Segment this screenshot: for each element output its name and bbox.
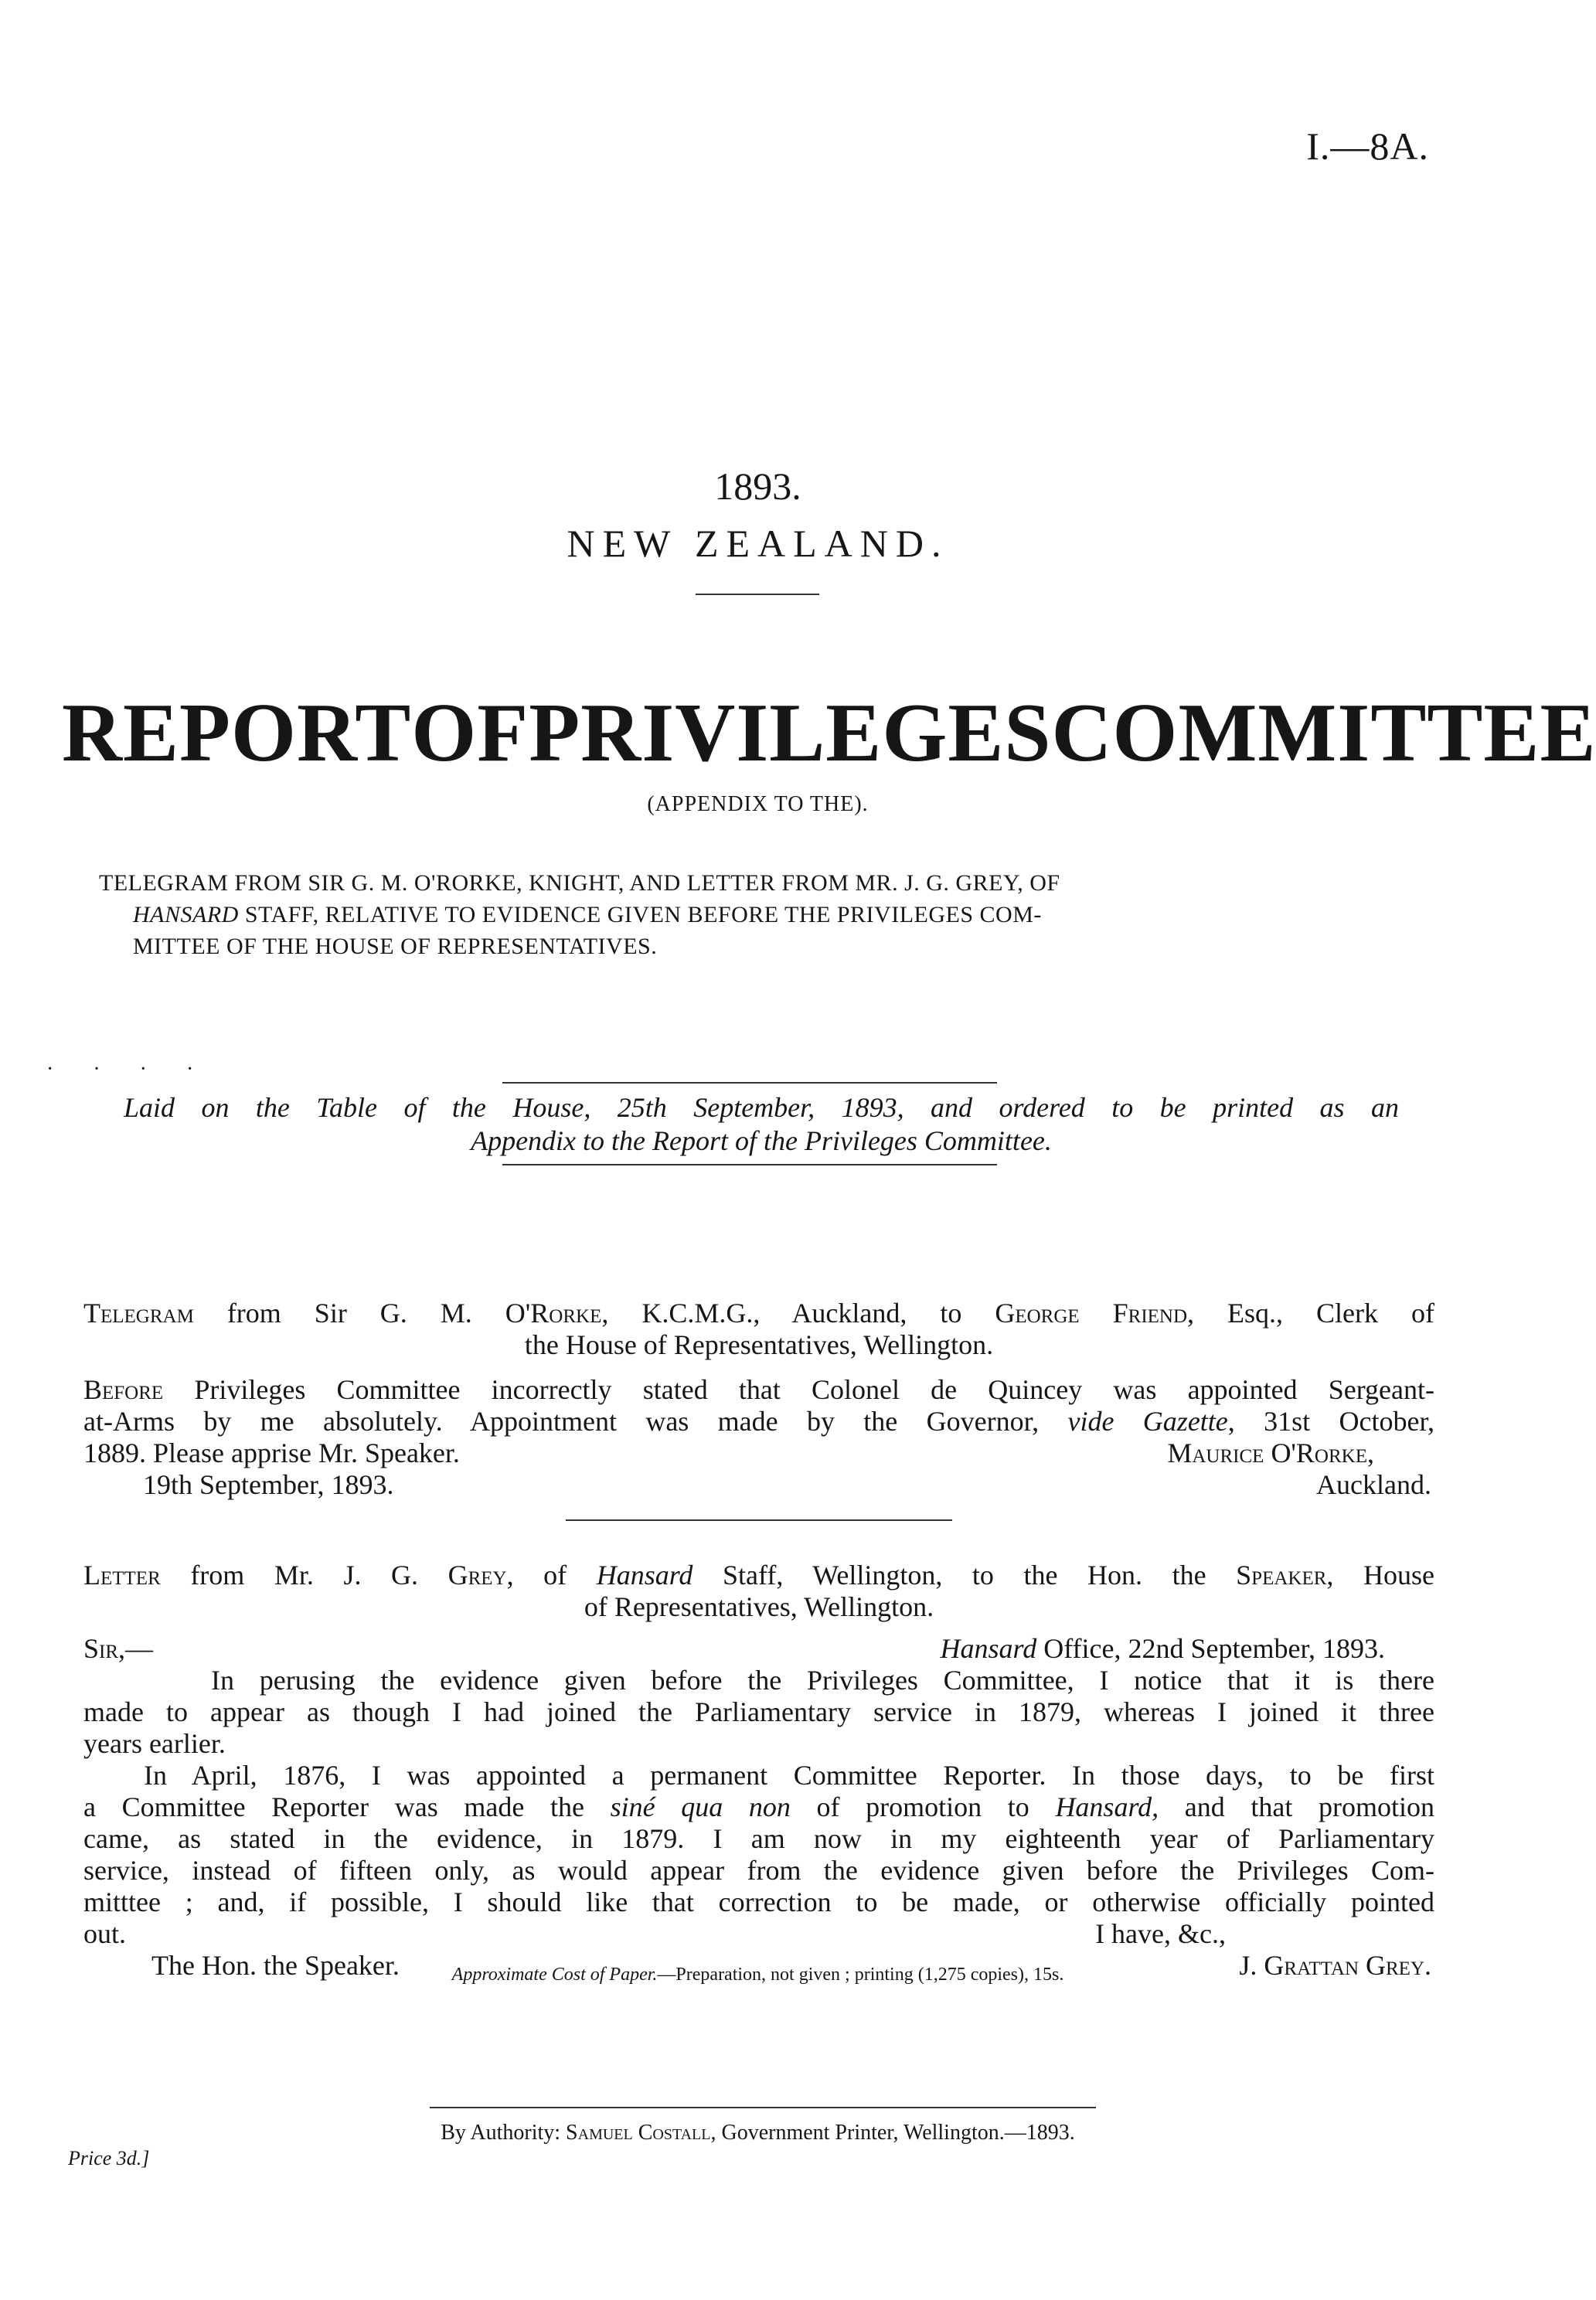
masthead-rule bbox=[696, 594, 819, 595]
letter-p2-line-3: came, as stated in the evidence, in 1879. I am now in my eighteenth year of Parliamentary bbox=[83, 1823, 1434, 1854]
description-line-1: TELEGRAM FROM SIR G. M. O'RORKE, KNIGHT, AND LETTER FROM MR. J. G. GREY, OF bbox=[99, 870, 1060, 896]
telegram-place: Auckland. bbox=[1316, 1469, 1431, 1500]
section-rule bbox=[566, 1519, 952, 1521]
telegram-heading-line-2: the House of Representatives, Wellington. bbox=[524, 1329, 994, 1360]
telegram-heading-line-1: Telegram from Sir G. M. O'Rorke, K.C.M.G., Auckland, to George Friend, Esq., Clerk of bbox=[83, 1298, 1434, 1329]
country-heading: NEW ZEALAND. bbox=[567, 522, 949, 565]
telegram-body bbox=[83, 1374, 1434, 1501]
telegram-line-3: 1889. Please apprise Mr. Speaker. Maurice O'Rorke, bbox=[83, 1438, 1374, 1468]
telegram-date: 19th September, 1893. bbox=[143, 1469, 394, 1500]
telegram-heading bbox=[83, 1298, 1434, 1361]
letter-body bbox=[83, 1633, 1434, 1982]
printer-imprint: By Authority: Samuel Costall, Government Printer, Wellington.—1893. bbox=[441, 2121, 1075, 2145]
letter-closing: I have, &c., bbox=[1095, 1918, 1226, 1949]
telegram-signature: Maurice O'Rorke, bbox=[1167, 1438, 1374, 1468]
letter-signer: J. Grattan Grey. bbox=[1239, 1950, 1431, 1981]
stray-marks: · · · · bbox=[46, 1057, 211, 1081]
report-description bbox=[99, 867, 1413, 962]
title-word-1: REPORT bbox=[62, 687, 412, 779]
title-word-4: COMMITTEE bbox=[1051, 687, 1596, 779]
letter-p2-line-5: mitttee ; and, if possible, I should like that correction to be made, or otherwise officially pointed bbox=[83, 1887, 1434, 1917]
letter-office-date: Hansard Office, 22nd September, 1893. bbox=[940, 1633, 1385, 1664]
letter-addressee: The Hon. the Speaker. bbox=[151, 1950, 400, 1981]
hansard-italic: HANSARD bbox=[133, 902, 239, 927]
price-note: Price 3d.] bbox=[68, 2147, 150, 2169]
letter-salutation-line bbox=[83, 1633, 1434, 1665]
description-line-2: HANSARD STAFF, RELATIVE TO EVIDENCE GIVEN BEFORE THE PRIVILEGES COM- bbox=[133, 902, 1042, 927]
letter-p2-line-2: a Committee Reporter was made the siné qua non of promotion to Hansard, and that promotion bbox=[83, 1791, 1434, 1822]
paper-reference: I.—8A. bbox=[1306, 124, 1429, 168]
letter-heading-line-1: Letter from Mr. J. G. Grey, of Hansard Staff, Wellington, to the Hon. the Speaker, House bbox=[83, 1560, 1434, 1591]
description-line-3: MITTEE OF THE HOUSE OF REPRESENTATIVES. bbox=[133, 934, 658, 959]
title-word-2: OF bbox=[411, 687, 529, 779]
report-title bbox=[62, 687, 1596, 779]
letter-p1-line-2: made to appear as though I had joined the Parliamentary service in 1879, whereas I joined it three bbox=[83, 1696, 1434, 1727]
laid-top-rule bbox=[502, 1082, 997, 1084]
laid-bottom-rule bbox=[502, 1164, 997, 1165]
letter-p2-line-6: out. I have, &c., bbox=[83, 1918, 1226, 1949]
letter-p2-line-4: service, instead of fifteen only, as would appear from the evidence given before the Privileges Com- bbox=[83, 1855, 1434, 1886]
letter-p2-line-1: In April, 1876, I was appointed a permanent Committee Reporter. In those days, to be first bbox=[144, 1760, 1434, 1791]
letter-heading-line-2: of Representatives, Wellington. bbox=[584, 1591, 934, 1622]
telegram-line-1: Before Privileges Committee incorrectly stated that Colonel de Quincey was appointed Sergeant- bbox=[83, 1374, 1434, 1405]
letter-p1-line-1: In perusing the evidence given before the Privileges Committee, I notice that it is there bbox=[211, 1665, 1434, 1696]
telegram-line-4 bbox=[83, 1469, 1434, 1501]
imprint-rule bbox=[430, 2107, 1096, 2108]
letter-p1-line-3: years earlier. bbox=[83, 1728, 226, 1759]
report-subtitle: (APPENDIX TO THE). bbox=[647, 792, 869, 816]
laid-line-2: Appendix to the Report of the Privileges Committee. bbox=[471, 1125, 1052, 1156]
cost-note: Approximate Cost of Paper.—Preparation, not given ; printing (1,275 copies), 15s. bbox=[451, 1965, 1064, 1985]
telegram-line-2: at-Arms by me absolutely. Appointment was made by the Governor, vide Gazette, 31st October, bbox=[83, 1406, 1434, 1437]
year-heading: 1893. bbox=[714, 464, 801, 508]
letter-heading bbox=[83, 1560, 1434, 1623]
laid-on-table-note bbox=[124, 1091, 1399, 1158]
laid-line-1: Laid on the Table of the House, 25th September, 1893, and ordered to be printed as an bbox=[124, 1092, 1399, 1123]
letter-salutation: Sir,— bbox=[83, 1633, 154, 1664]
title-word-3: PRIVILEGES bbox=[529, 687, 1052, 779]
